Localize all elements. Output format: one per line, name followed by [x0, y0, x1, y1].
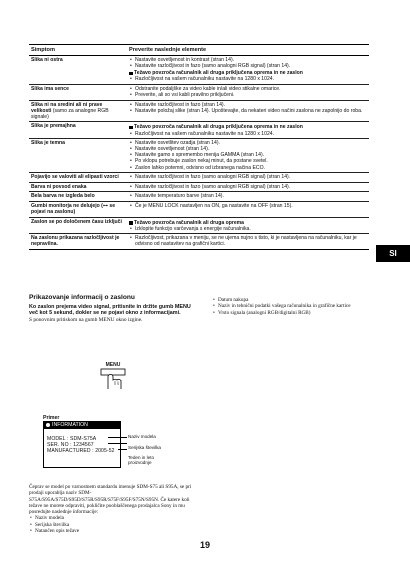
page-number: 19: [199, 540, 210, 550]
table-body: [29, 56, 369, 250]
symptom-text: Na zaslonu prikazana razločljivost je nepravilna.: [31, 235, 120, 248]
callout-line-serial: [108, 443, 127, 444]
check-item: • Nastavite osvetljenost (stran 14).: [129, 146, 367, 152]
callout-line-week: [118, 449, 127, 450]
contact-paragraph: Čeprav se model po varnostnem standardu imenuje SDM-S75 ali S95A, se pri prodaji uporablja naziv SDM-S75A/S95A/S75D/S95D/S75R/S95R/S75F/S95F/S75N/S95N. Če katere koli težave ne morete odpraviti, pokličite pooblaščenega prodajalca Sony in mu posredujte naslednje informacije:: [29, 484, 192, 516]
symptom-text: Slika je premajhna: [31, 123, 76, 130]
table-row: [29, 192, 369, 202]
check-item: • Če je MENU LOCK nastavljen na ON, ga nastavite na OFF (stran 15).: [129, 203, 367, 209]
check-item: • Nastavite gamo s spremembo menija GAMMA (stran 14).: [129, 152, 367, 158]
manufactured-line: MANUFACTURED : 2005-52: [47, 448, 115, 454]
contact-list: [29, 515, 196, 534]
check-cell: [127, 56, 369, 85]
symptom-text: Bela barva ne izgleda belo: [31, 193, 95, 200]
table-row: [29, 234, 369, 250]
troubleshooting-table: [29, 44, 369, 250]
check-item: • Razločljivost na vašem računalniku nastavite na 1280 x 1024.: [129, 131, 367, 137]
symptom-text: Slika ni ostra: [31, 57, 63, 64]
symptom-cell: [29, 173, 127, 183]
symptom-cell: [29, 201, 127, 217]
section-note: Težavo povzroča računalnik ali druga oprema: [129, 220, 367, 226]
contact-section: [29, 484, 196, 534]
callout-model: Naziv modela: [128, 434, 156, 439]
check-item: • Nastavite razločljivost in fazo (samo analogni RGB signal) (stran 14).: [129, 184, 367, 190]
check-item: • Izklopite funkcijo varčevanja s energije računalnika.: [129, 226, 367, 232]
check-item: • Nastavite razločljivost in fazo (stran 14).: [129, 102, 367, 108]
check-cell: [127, 201, 369, 217]
table-row: [29, 201, 369, 217]
list-item: • Serijska številka: [29, 522, 196, 528]
symptom-text: Zaslon se po določenem času izključi: [31, 218, 122, 225]
callout-week: Teden in leto proizvodnje: [128, 455, 155, 466]
table-row: [29, 182, 369, 192]
menu-button-label: MENU: [105, 362, 121, 368]
check-item: • Nastavite položaj slike (stran 14). Upoštevajte, da nekateri video načini zaslona ne zapolnijo do roba.: [129, 108, 367, 114]
symptom-text: Slika ima sence: [31, 85, 69, 92]
header-symptom: Simptom: [29, 45, 127, 56]
check-item: • Nastavite razločljivost in fazo (samo analogni RGB signal) (stran 14).: [129, 174, 367, 180]
info-icon: [46, 423, 50, 427]
language-tab: SI: [376, 245, 410, 262]
symptom-subtext: (samo za analogne RGB signale): [31, 107, 109, 120]
table-row: [29, 84, 369, 100]
contact-list-continued: [212, 297, 382, 316]
table-row: [29, 217, 369, 234]
check-item: • Nastavite razločljivost in fazo (samo analogni RGB signal) (stran 14).: [129, 63, 367, 69]
table-header-row: [29, 45, 369, 56]
table-row: [29, 100, 369, 122]
section-note: Težavo povzroča računalnik ali druga priključena oprema in ne zaslon: [129, 124, 367, 130]
symptom-text: Gumbi monitorja ne delujejo (⊶ se pojavi na zaslonu): [31, 202, 116, 215]
symptom-text: Barva ni povsod enaka: [31, 183, 87, 190]
list-item: • Naziv modela: [29, 515, 196, 521]
callout-serial: Serijska številka: [128, 445, 161, 450]
symptom-cell: [29, 56, 127, 85]
header-check: Preverite naslednje elemente: [127, 45, 369, 56]
symptom-cell: [29, 84, 127, 100]
table-row: [29, 173, 369, 183]
check-cell: [127, 84, 369, 100]
check-cell: [127, 217, 369, 234]
check-item: • Po vklopu potrebuje zaslon nekaj minut, da postane svetel.: [129, 158, 367, 164]
model-line: MODEL : SDM-S75A: [47, 436, 97, 442]
list-item: • Natančen opis težave: [29, 528, 196, 534]
check-item: • Razločljivost na vašem računalniku nastavite na 1280 x 1024.: [129, 76, 367, 82]
symptom-text: Pojavijo se valoviti ali elipasti vzorci: [31, 174, 119, 181]
check-cell: [127, 100, 369, 122]
check-cell: [127, 173, 369, 183]
symptom-cell: [29, 139, 127, 173]
section-heading: Prikazovanje informacij o zaslonu: [29, 294, 135, 301]
check-item: • Odstranite podaljške za video kable in/ali video stikalne omarice.: [129, 86, 367, 92]
check-item: • Preverite, ali so vsi kabli pravilno priključeni.: [129, 92, 367, 98]
symptom-cell: [29, 234, 127, 250]
table-row: [29, 139, 369, 173]
check-cell: [127, 192, 369, 202]
section-note: Težavo povzroča računalnik ali druga priključena oprema in ne zaslon: [129, 70, 367, 76]
check-item: • Nastavite temperaturo barve (stran 14).: [129, 193, 367, 199]
display-info-section: [29, 294, 196, 323]
callout-line-model: [108, 437, 127, 438]
symptom-cell: [29, 100, 127, 122]
check-item: • Zaslon lahko potemni, odvisno od izbranega načina ECO.: [129, 165, 367, 171]
check-cell: [127, 182, 369, 192]
example-label: Primer: [43, 415, 60, 421]
list-item: • Vrsto signala (analogni RGB/digitalni RGB): [212, 310, 382, 316]
check-item: • Nastavite osvetljenost in kontrast (stran 14).: [129, 57, 367, 63]
symptom-cell: [29, 192, 127, 202]
info-title-bar: [44, 422, 120, 429]
symptom-cell: [29, 122, 127, 139]
menu-button-illustration: [98, 362, 128, 390]
check-cell: [127, 139, 369, 173]
instruction-bold: Ko zaslon prejema video signal, pritisnite in držite gumb MENU več kot 5 sekund, dokler se ne pojavi okno z informacijami.: [29, 304, 191, 317]
table-row: [29, 122, 369, 139]
list-item: • Naziv in tehnični podatki vašega računalnika in grafične kartice: [212, 303, 382, 309]
table-row: [29, 56, 369, 85]
serial-line: SER. NO : 1234567: [47, 442, 94, 448]
symptom-text: Slika ni na sredini ali ni prave velikosti: [31, 101, 103, 114]
symptom-cell: [29, 182, 127, 192]
instruction-plain: S ponovnim pritiskom na gumb MENU okno izgine.: [29, 316, 143, 323]
symptom-text: Slika je temna: [31, 140, 65, 147]
info-bar-title: INFORMATION: [52, 422, 88, 428]
info-window: [43, 421, 121, 468]
symptom-cell: [29, 217, 127, 234]
check-cell: [127, 234, 369, 250]
list-item: • Datum nakupa: [212, 297, 382, 303]
check-item: • Razločljivost, prikazana v meniju, se ne ujema nujno s tisto, ki je nastavljena na računalniku, kar je odvisno od nastavitev na grafični kartici.: [129, 235, 367, 247]
check-cell: [127, 122, 369, 139]
check-item: • Nastavite osvetlitev ozadja (stran 14).: [129, 140, 367, 146]
